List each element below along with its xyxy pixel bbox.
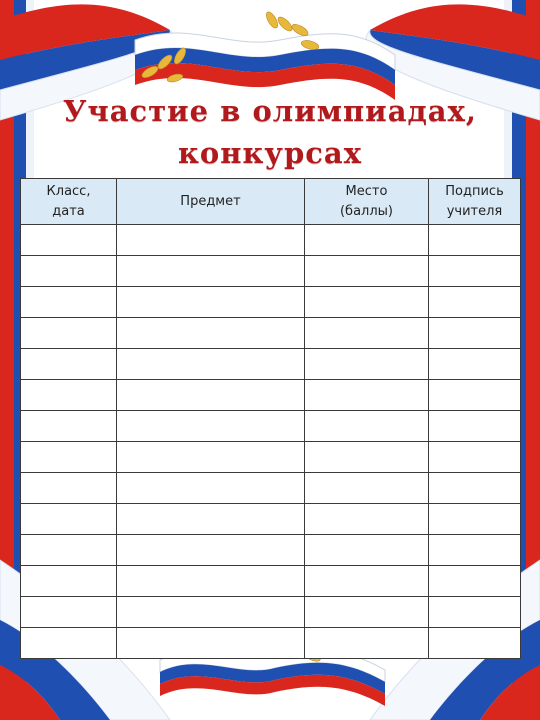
cell-place[interactable] xyxy=(305,628,429,659)
page-title-line2: конкурсах xyxy=(177,136,363,170)
cell-place[interactable] xyxy=(305,349,429,380)
header-subject-line1: Предмет xyxy=(180,193,241,209)
cell-class-date[interactable] xyxy=(21,442,117,473)
header-place-line1: Место xyxy=(345,183,388,199)
header-teacher-signature xyxy=(429,179,521,225)
cell-class-date[interactable] xyxy=(21,349,117,380)
cell-signature[interactable] xyxy=(429,442,521,473)
header-class-date xyxy=(21,179,117,225)
olympiad-table xyxy=(20,178,521,659)
cell-class-date[interactable] xyxy=(21,256,117,287)
cell-class-date[interactable] xyxy=(21,287,117,318)
top-flag-ribbon xyxy=(135,33,395,100)
cell-place[interactable] xyxy=(305,225,429,256)
cell-subject[interactable] xyxy=(117,628,305,659)
cell-subject[interactable] xyxy=(117,225,305,256)
cell-subject[interactable] xyxy=(117,597,305,628)
table-row xyxy=(21,566,521,597)
cell-class-date[interactable] xyxy=(21,473,117,504)
cell-class-date[interactable] xyxy=(21,411,117,442)
cell-subject[interactable] xyxy=(117,256,305,287)
table-row xyxy=(21,380,521,411)
cell-signature[interactable] xyxy=(429,256,521,287)
cell-class-date[interactable] xyxy=(21,566,117,597)
cell-signature[interactable] xyxy=(429,473,521,504)
cell-signature[interactable] xyxy=(429,411,521,442)
cell-place[interactable] xyxy=(305,318,429,349)
cell-class-date[interactable] xyxy=(21,380,117,411)
cell-signature[interactable] xyxy=(429,349,521,380)
cell-place[interactable] xyxy=(305,256,429,287)
cell-signature[interactable] xyxy=(429,225,521,256)
cell-signature[interactable] xyxy=(429,380,521,411)
table-header-row xyxy=(21,179,521,225)
cell-place[interactable] xyxy=(305,473,429,504)
cell-signature[interactable] xyxy=(429,287,521,318)
cell-subject[interactable] xyxy=(117,566,305,597)
cell-signature[interactable] xyxy=(429,597,521,628)
table-row xyxy=(21,318,521,349)
cell-signature[interactable] xyxy=(429,318,521,349)
cell-class-date[interactable] xyxy=(21,628,117,659)
header-subject xyxy=(117,179,305,225)
table-row xyxy=(21,597,521,628)
cell-place[interactable] xyxy=(305,411,429,442)
cell-subject[interactable] xyxy=(117,380,305,411)
cell-place[interactable] xyxy=(305,504,429,535)
cell-subject[interactable] xyxy=(117,287,305,318)
cell-subject[interactable] xyxy=(117,411,305,442)
table-row xyxy=(21,287,521,318)
table-row xyxy=(21,442,521,473)
cell-subject[interactable] xyxy=(117,349,305,380)
cell-place[interactable] xyxy=(305,287,429,318)
cell-subject[interactable] xyxy=(117,535,305,566)
table-row xyxy=(21,256,521,287)
table-row xyxy=(21,628,521,659)
table-row xyxy=(21,504,521,535)
cell-class-date[interactable] xyxy=(21,597,117,628)
table-row xyxy=(21,349,521,380)
page-title-line1: Участие в олимпиадах, xyxy=(62,94,477,128)
table-row xyxy=(21,473,521,504)
table-row xyxy=(21,225,521,256)
cell-place[interactable] xyxy=(305,380,429,411)
cell-place[interactable] xyxy=(305,566,429,597)
header-place xyxy=(305,179,429,225)
cell-signature[interactable] xyxy=(429,535,521,566)
header-place-line2: (баллы) xyxy=(339,203,393,219)
header-class-date-line2: дата xyxy=(52,203,85,219)
cell-class-date[interactable] xyxy=(21,318,117,349)
cell-place[interactable] xyxy=(305,535,429,566)
table-row xyxy=(21,535,521,566)
header-class-date-line1: Класс, xyxy=(46,183,91,199)
cell-place[interactable] xyxy=(305,442,429,473)
cell-subject[interactable] xyxy=(117,473,305,504)
cell-class-date[interactable] xyxy=(21,504,117,535)
table-row xyxy=(21,411,521,442)
cell-class-date[interactable] xyxy=(21,535,117,566)
header-teacher-signature-line1: Подпись xyxy=(445,183,504,199)
cell-subject[interactable] xyxy=(117,318,305,349)
cell-signature[interactable] xyxy=(429,504,521,535)
header-teacher-signature-line2: учителя xyxy=(446,203,503,219)
cell-subject[interactable] xyxy=(117,442,305,473)
cell-subject[interactable] xyxy=(117,504,305,535)
cell-class-date[interactable] xyxy=(21,225,117,256)
cell-signature[interactable] xyxy=(429,628,521,659)
cell-signature[interactable] xyxy=(429,566,521,597)
cell-place[interactable] xyxy=(305,597,429,628)
